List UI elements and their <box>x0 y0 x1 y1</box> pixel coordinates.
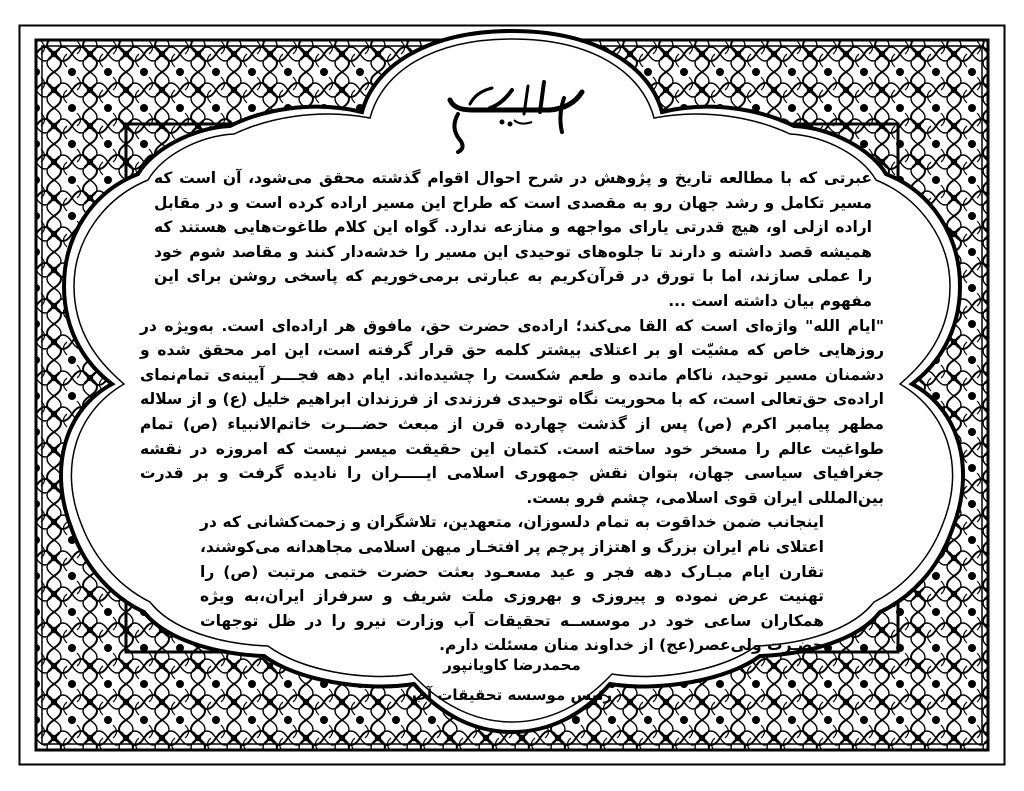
signatory-title: رئیس موسسه تحقیقات آب <box>411 686 613 704</box>
letter-body <box>140 166 884 655</box>
paragraph-ayyam-allah: "ایام الله" واژه‌ای است که القا می‌کند؛ اراده‌ی حضرت حق، مافوق هر اراده‌ای است. به‌ویژه در روزهایی خاص که مشیّت او بر اعتلای بیشتر کلمه حق قرار گرفته است، این امر محقق شده و دشمنان مسیر توحید، ناکام مانده و طعم شکست را چشیده‌اند. ایام دهه فجـــر آیینه‌ی تمام‌نمای اراده‌ی حق‌تعالی است، که با محوریت نگاه توحیدی فرزندی از فرزندان ابراهیم خلیل (ع) و از سلاله مطهر پیامبر اکرم (ص) پس از گذشت چهارده قرن از مبعث حضـــرت خاتم‌الانبیاء (ص) تمام طواغیت عالم را مسخر خود ساخته است. کتمان این حقیقت میسر نیست که امروزه در نقشه جغرافیای سیاسی جهان، بتوان نقش جمهوری اسلامی ایـــــران را نادیده گرفت و بر قدرت بین‌المللی ایران قوی اسلامی، چشم فرو بست. <box>140 316 884 507</box>
basmala-calligraphy <box>432 74 592 154</box>
signature-block <box>362 650 662 710</box>
signatory-name: محمدرضا کاویانپور <box>443 656 581 674</box>
paragraph-congratulations: اینجانب ضمن خداقوت به تمام دلسوزان، متعهدین، تلاشگران و زحمت‌کشانی که در اعتلای نام ایران بزرگ و اهتزاز پرچم پر افتخـار میهن اسلامی مجاهدانه می‌کوشند، تقارن ایام مبـارک دهه فجر و عید مسعـود بعثت حضرت ختمی مرتبت (ص) را تهنیت عرض نموده و پیروزی و بهروزی ملت شریف و سرفراز ایران،به ویژه همکاران ساعی خود در موسســه تحقیقات آب وزارت نیرو را در ظل توجهات حضـرت ولی‌عصر(عج) از خداوند منان مسئلت دارم. <box>200 513 824 655</box>
paragraph-intro: عبرتی که با مطالعه تاریخ و پژوهش در شرح احوال اقوام گذشته محقق می‌شود، آن است که مسیر تکامل و رشد جهان رو به مقصدی است که طراح این مسیر اراده کرده است و در مقابل اراده ازلی او، هیچ قدرتی یارای مواجهه و منازعه ندارد. گواه این کلام طاغوت‌هایی هستند که همیشه قصد داشته و دارند تا جلوه‌های توحیدی این مسیر را خدشه‌دار کنند و مقاصد شوم خود را عملی سازند، اما با تورق در قرآن‌کریم به عبارتی برمی‌خوریم که پاسخی روشن برای این مفهوم بیان داشته است ... <box>154 169 872 310</box>
